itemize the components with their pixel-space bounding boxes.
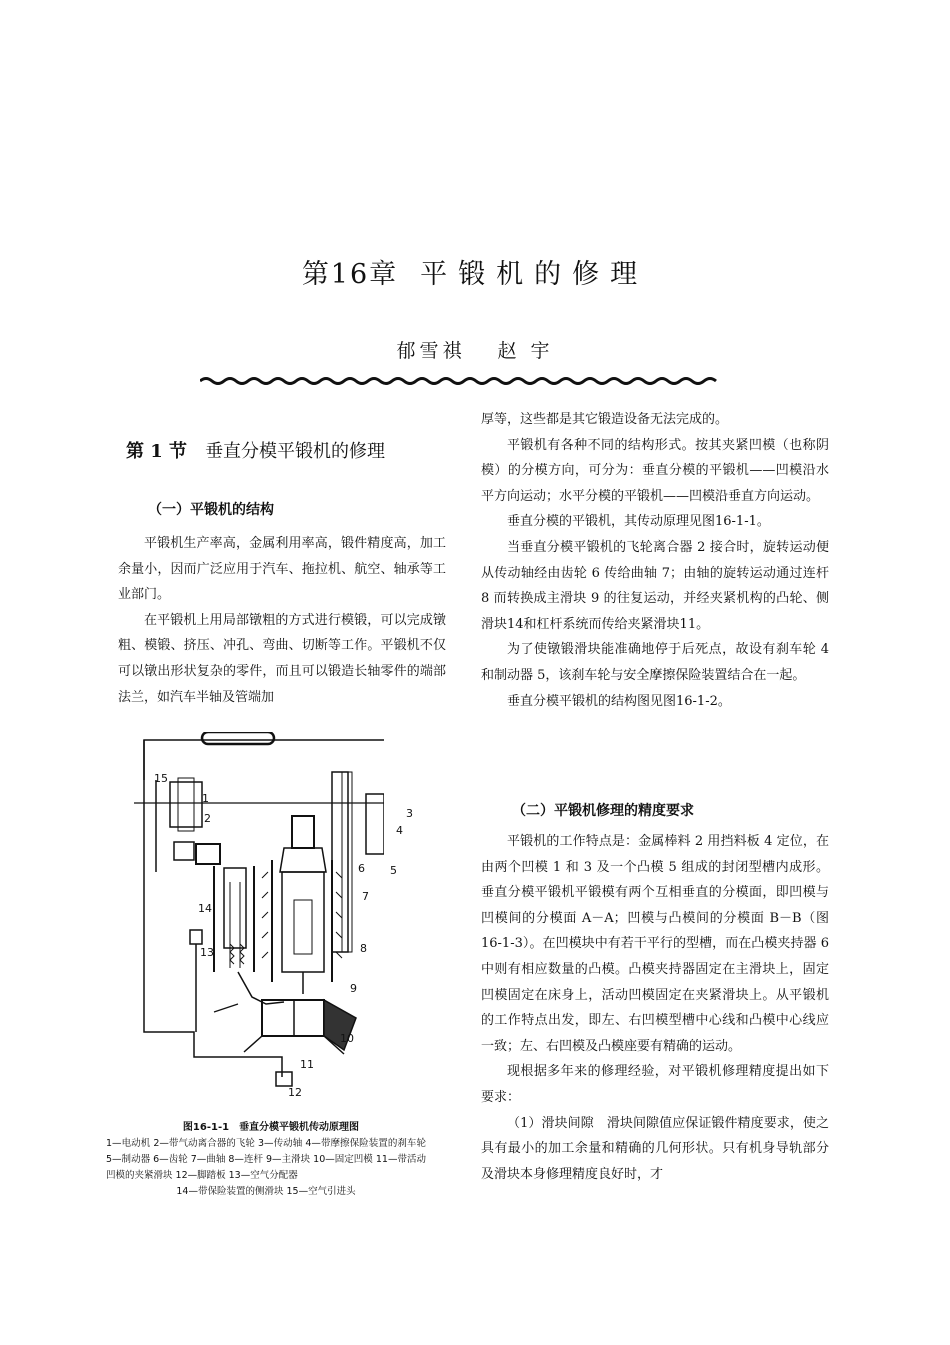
chapter-title — [0, 252, 950, 291]
figure-caption — [106, 1120, 426, 1200]
left-column-text — [118, 531, 446, 710]
figure-label: 12 — [288, 1086, 302, 1099]
figure-label: 9 — [350, 982, 357, 995]
paragraph: 现根据多年来的修理经验，对平锻机修理精度提出如下要求： — [481, 1064, 829, 1105]
paragraph: 当垂直分模平锻机的飞轮离合器 2 接合时，旋转运动便从传动轴经由齿轮 6 传给曲轴 7；由轴的旋转运动通过连杆 8 而转换成主滑块 9 的往复运动，并经夹紧机构的凸轮、侧滑块14和杠杆系统而传给夹紧滑块11。 — [481, 539, 829, 632]
diagram-drawing — [134, 732, 384, 1102]
author-1: 郁雪祺 — [396, 340, 466, 362]
right-column-text-bottom — [481, 829, 829, 1187]
figure-label: 13 — [200, 946, 214, 959]
right-column-text-top — [481, 407, 829, 714]
paragraph: 平锻机生产率高，金属利用率高，锻件精度高，加工余量小，因而广泛应用于汽车、拖拉机、航空、轴承等工业部门。 — [118, 536, 446, 603]
paragraph: 平锻机的工作特点是：金属棒料 2 用挡料板 4 定位，在由两个凹模 1 和 3 及一个凸模 5 组成的封闭型槽内成形。垂直分模平锻机平锻模有两个互相垂直的分模面，即凹模与凹模间的分模面 A－A；凹模与凸模间的分模面 B－B（图 16-1-3）。在凹模块中有若干平行的型槽，而在凸模夹持器 6 中则有相应数量的凸模。凸模夹持器固定在主滑块上，固定凹模固定在床身上，活动凹模固定在夹紧滑块上。从平锻机的工作特点出发，即左、右凹模型槽中心线和凸模中心线应一致；左、右凹模及凸模座要有精确的运动。 — [481, 834, 829, 1054]
paragraph: 为了使镦锻滑块能准确地停于后死点，故设有刹车轮 4 和制动器 5，该刹车轮与安全摩擦保险装置结合在一起。 — [481, 642, 829, 683]
paragraph: 厚等，这些都是其它锻造设备无法完成的。 — [481, 412, 729, 427]
section-title: 垂直分模平锻机的修理 — [205, 441, 386, 462]
subsection-heading-precision: （二）平锻机修理的精度要求 — [512, 803, 694, 819]
figure-label: 10 — [340, 1032, 354, 1045]
caption-number: 图16-1-1 — [182, 1122, 230, 1133]
figure-label: 11 — [300, 1058, 314, 1071]
figure-label: 5 — [390, 864, 397, 877]
subsection-heading-structure: （一）平锻机的结构 — [148, 502, 274, 518]
author-2: 赵 宇 — [497, 340, 554, 362]
paragraph: 垂直分模平锻机的结构图见图16-1-2。 — [507, 693, 731, 709]
caption-text: 垂直分模平锻机传动原理图 — [239, 1122, 360, 1133]
caption-legend-last: 14—带保险装置的侧滑块 15—空气引进头 — [176, 1186, 356, 1197]
figure-label: 3 — [406, 807, 413, 820]
paragraph: （1）滑块间隙 滑块间隙值应保证锻件精度要求，使之具有最小的加工余量和精确的几何形状。只有机身导轨部分及滑块本身修理精度良好时，才 — [481, 1115, 829, 1182]
chapter-number: 第16章 — [301, 259, 399, 290]
authors — [0, 336, 950, 363]
chapter-name: 平锻机的修理 — [420, 259, 649, 290]
figure-label: 8 — [360, 942, 367, 955]
ornamental-divider — [200, 376, 720, 386]
section-heading — [126, 437, 385, 463]
figure-label: 6 — [358, 862, 365, 875]
paragraph: 垂直分模的平锻机，其传动原理见图16-1-1。 — [507, 514, 770, 530]
figure-label: 1 — [202, 792, 209, 805]
transmission-diagram — [134, 732, 413, 1102]
paragraph: 平锻机有各种不同的结构形式。按其夹紧凹模（也称阴模）的分模方向，可分为：垂直分模的平锻机——凹模沿水平方向运动；水平分模的平锻机——凹模沿垂直方向运动。 — [481, 437, 829, 504]
paragraph: 在平锻机上用局部镦粗的方式进行模锻，可以完成镦粗、模锻、挤压、冲孔、弯曲、切断等工作。平锻机不仅可以镦出形状复杂的零件，而且可以锻造长轴零件的端部法兰，如汽车半轴及管端加 — [118, 612, 446, 705]
caption-title — [106, 1120, 426, 1136]
figure-label: 4 — [396, 824, 403, 837]
figure-label: 7 — [362, 890, 369, 903]
section-number: 第 1 节 — [126, 441, 188, 462]
figure-label: 14 — [198, 902, 212, 915]
figure-label: 2 — [204, 812, 211, 825]
figure-label: 15 — [154, 772, 168, 785]
caption-legend: 1—电动机 2—带气动离合器的飞轮 3—传动轴 4—带摩擦保险装置的刹车轮 5—制动器 6—齿轮 7—曲轴 8—连杆 9—主滑块 10—固定凹模 11—带活动凹模的夹紧滑块 12—脚踏板 13—空气分配器 — [106, 1138, 426, 1181]
